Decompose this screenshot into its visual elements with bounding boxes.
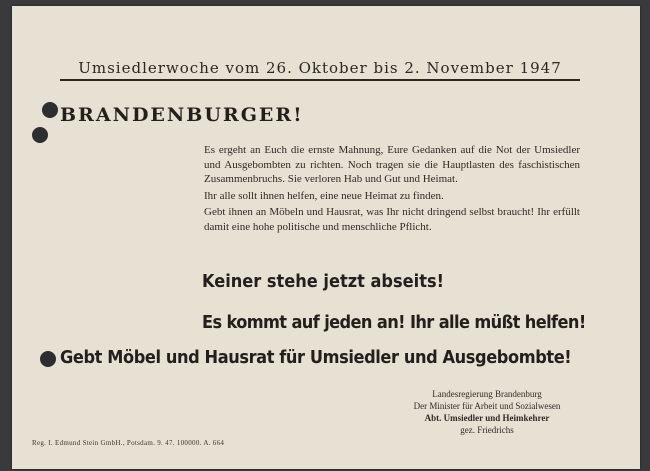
header-line: Umsiedlerwoche vom 26. Oktober bis 2. November 1947 xyxy=(78,59,562,77)
slogan: Gebt Möbel und Hausrat für Umsiedler und Ausgebombte! xyxy=(60,347,572,368)
signature-line: gez. Friedrichs xyxy=(460,425,514,435)
printer-footer: Reg. I. Edmund Stein GmbH., Potsdam. 9. 47. 100000. A. 664 xyxy=(32,439,225,447)
slogan: Es kommt auf jeden an! Ihr alle müßt helfen! xyxy=(202,312,586,333)
signature-line: Der Minister für Arbeit und Sozialwesen xyxy=(413,401,561,411)
header-rule xyxy=(60,79,580,81)
paragraph: Ihr alle sollt ihnen helfen, eine neue Heimat zu finden. xyxy=(204,189,444,202)
signature-block xyxy=(382,388,592,436)
body-text xyxy=(204,143,580,236)
signature-line: Abt. Umsiedler und Heimkehrer xyxy=(424,413,550,423)
signature-line: Landesregierung Brandenburg xyxy=(432,389,542,399)
paragraph: Es ergeht an Euch die ernste Mahnung, Eure Gedanken auf die Not der Umsiedler und Ausgebombten zu richten. Noch tragen sie die Hauptlasten des faschistischen Zusammenbruchs. Sie verloren Hab und Gut und Heimat. xyxy=(204,144,580,185)
document-title: BRANDENBURGER! xyxy=(60,104,304,126)
punch-hole xyxy=(32,127,48,143)
document-page xyxy=(12,6,640,469)
slogan: Keiner stehe jetzt abseits! xyxy=(202,271,444,292)
paragraph: Gebt ihnen an Möbeln und Hausrat, was Ihr nicht dringend selbst braucht! Ihr erfüllt damit eine hohe politische und menschliche Pflicht. xyxy=(204,206,580,233)
punch-hole xyxy=(40,351,56,367)
punch-hole xyxy=(42,102,58,118)
